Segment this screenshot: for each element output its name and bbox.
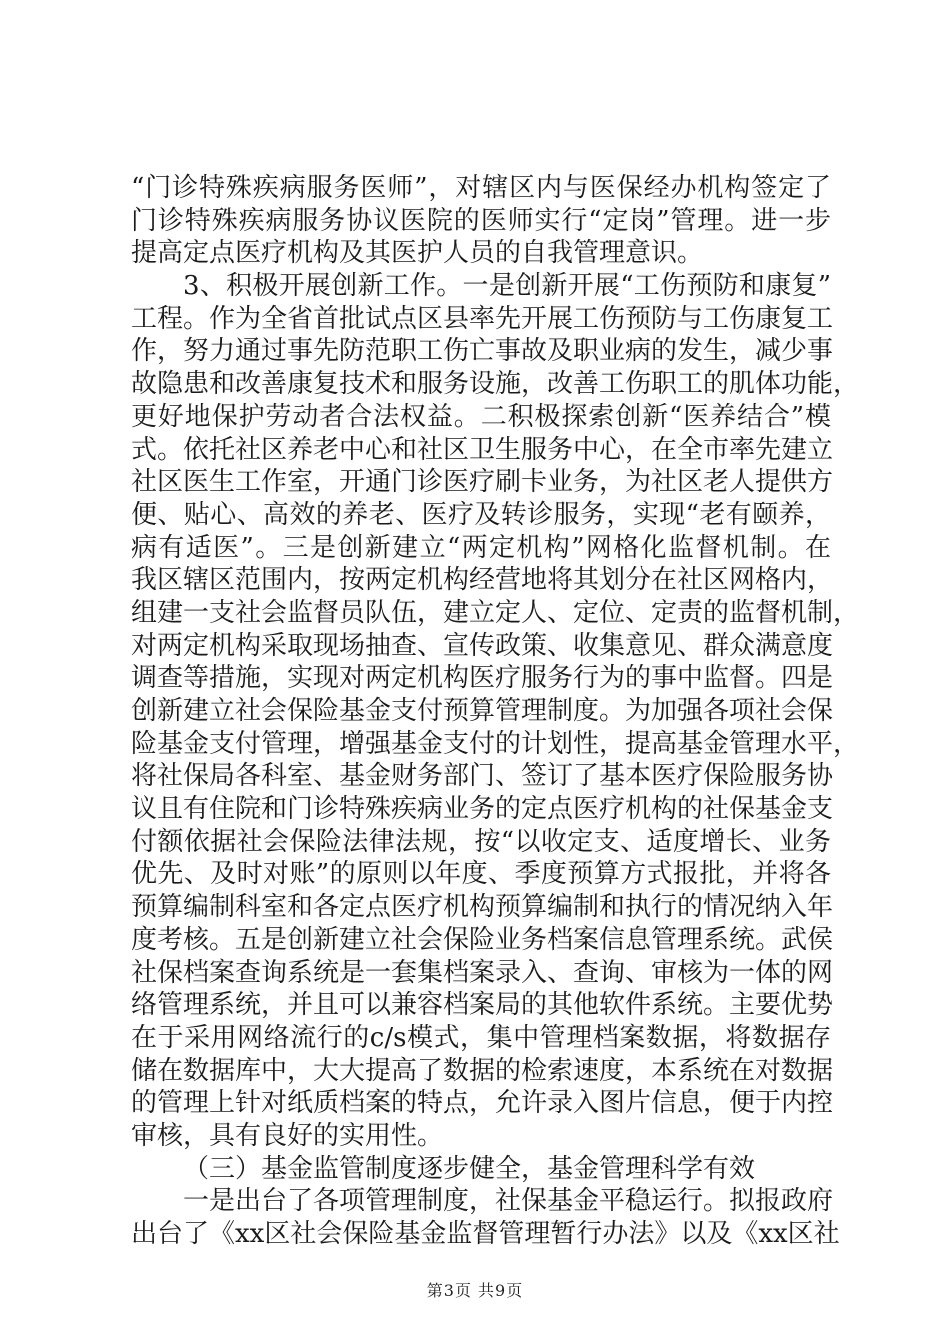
- text-line: 审核，具有良好的实用性。: [131, 1120, 444, 1151]
- text-line: 储在数据库中，大大提高了数据的检索速度，本系统在对数据: [131, 1055, 834, 1086]
- text-line: 工程。作为全省首批试点区县率先开展工伤预防与工伤康复工: [131, 303, 834, 334]
- text-line: 提高定点医疗机构及其医护人员的自我管理意识。: [131, 238, 704, 269]
- text-line: 更好地保护劳动者合法权益。二积极探索创新“医养结合”模: [131, 401, 831, 432]
- text-line: 将社保局各科室、基金财务部门、签订了基本医疗保险服务协: [131, 761, 834, 792]
- text-line: 社保档案查询系统是一套集档案录入、查询、审核为一体的网: [131, 957, 834, 988]
- text-line: 出台了《xx区社会保险基金监督管理暂行办法》以及《xx区社: [131, 1219, 840, 1249]
- text-line: 的管理上针对纸质档案的特点，允许录入图片信息，便于内控: [131, 1088, 834, 1119]
- text-line: 付额依据社会保险法律法规，按“以收定支、适度增长、业务: [131, 826, 831, 857]
- text-line: 门诊特殊疾病服务协议医院的医师实行“定岗”管理。进一步: [131, 205, 831, 236]
- text-line: 调查等措施，实现对两定机构医疗服务行为的事中监督。四是: [131, 663, 834, 694]
- text-line: “门诊特殊疾病服务医师”，对辖区内与医保经办机构签定了: [131, 173, 831, 203]
- text-line: 络管理系统，并且可以兼容档案局的其他软件系统。主要优势: [131, 990, 834, 1021]
- text-line: 故隐患和改善康复技术和服务设施，改善工伤职工的肌体功能，: [131, 369, 860, 400]
- text-line: 社区医生工作室，开通门诊医疗刷卡业务，为社区老人提供方: [131, 467, 834, 498]
- text-line: 一是出台了各项管理制度，社保基金平稳运行。拟报政府: [183, 1186, 834, 1217]
- text-line: 对两定机构采取现场抽查、宣传政策、收集意见、群众满意度: [131, 630, 834, 661]
- text-line: 预算编制科室和各定点医疗机构预算编制和执行的情况纳入年: [131, 892, 834, 923]
- text-line: 组建一支社会监督员队伍，建立定人、定位、定责的监督机制，: [131, 597, 860, 628]
- page-number-footer: 第3页 共9页: [426, 1281, 524, 1300]
- text-line: 式。依托社区养老中心和社区卫生服务中心，在全市率先建立: [131, 434, 834, 465]
- text-line: 优先、及时对账”的原则以年度、季度预算方式报批，并将各: [131, 859, 831, 890]
- text-line: 3、积极开展创新工作。一是创新开展“工伤预防和康复”: [183, 271, 831, 302]
- text-line: 便、贴心、高效的养老、医疗及转诊服务，实现“老有颐养，: [131, 499, 831, 530]
- text-line: 度考核。五是创新建立社会保险业务档案信息管理系统。武侯: [131, 924, 834, 955]
- body-text: [131, 172, 860, 1251]
- text-line: 议且有住院和门诊特殊疾病业务的定点医疗机构的社保基金支: [131, 794, 834, 825]
- text-line: 病有适医”。三是创新建立“两定机构”网格化监督机制。在: [131, 532, 831, 563]
- text-line: 作，努力通过事先防范职工伤亡事故及职业病的发生，减少事: [131, 336, 834, 367]
- text-line: 险基金支付管理，增强基金支付的计划性，提高基金管理水平，: [131, 728, 860, 759]
- text-line: 创新建立社会保险基金支付预算管理制度。为加强各项社会保: [131, 696, 834, 726]
- text-line: （三）基金监管制度逐步健全，基金管理科学有效: [183, 1153, 756, 1184]
- text-line: 我区辖区范围内，按两定机构经营地将其划分在社区网格内，: [131, 565, 834, 596]
- text-line: 在于采用网络流行的c/s模式，集中管理档案数据，将数据存: [131, 1022, 831, 1053]
